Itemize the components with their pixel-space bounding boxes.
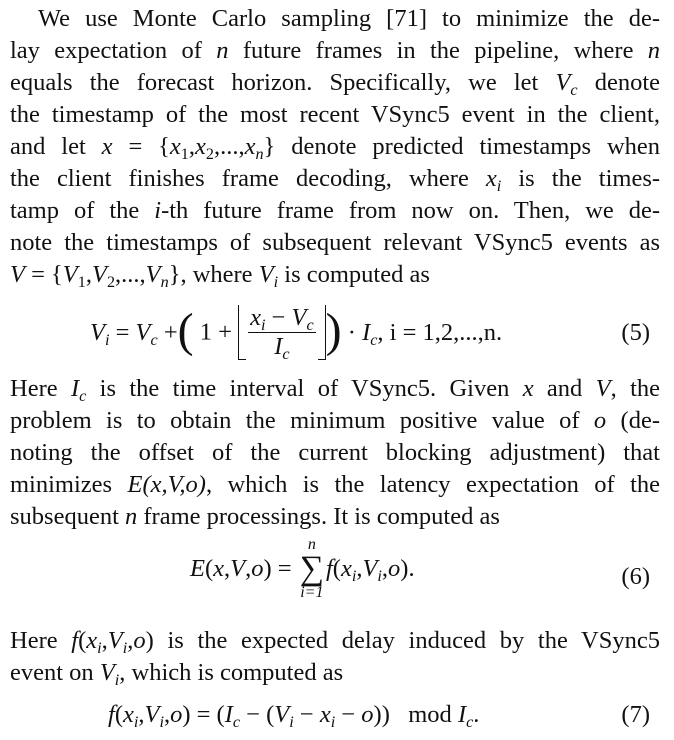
text-line-10: Here $I_c$ is the time interval of VSync5. Given x and V, the bbox=[10, 375, 661, 406]
text-line-1: We use Monte Carlo sampling [71] to minimize the de- bbox=[38, 5, 660, 32]
text-line-7: tamp of the i-th future frame from now on. Then, we de- bbox=[10, 197, 661, 224]
text-line-6: the client finishes frame decoding, where $x_i$ is the times- bbox=[10, 165, 661, 196]
equation-7-number: (7) bbox=[621, 701, 650, 728]
text-line-8: note the timestamps of subsequent relevant VSync5 events as bbox=[10, 229, 660, 256]
text-line-5: and let $x = \{x_1,x_2,...,x_n\}$ denote predicted timestamps when bbox=[10, 133, 661, 164]
text-line-13: minimizes E(x,V,o), which is the latency expectation of the bbox=[10, 471, 660, 498]
equation-5: $V_i = V_c$ +( 1 + $\frac{x_i - V_c}{I_c}$ ) · $I_c$, i = 1,2,...,n. bbox=[90, 304, 503, 364]
equation-5-number: (5) bbox=[621, 319, 650, 346]
equation-7: $f(x_i,V_i,o) = (I_c - (V_i - x_i - o))$ mod $I_c$. bbox=[108, 701, 480, 732]
text-line-4: the timestamp of the most recent VSync5 event in the client, bbox=[10, 101, 660, 128]
text-line-14: subsequent n frame processings. It is computed as bbox=[10, 503, 500, 530]
text-line-15: Here $f(x_i,V_i,o)$ is the expected delay induced by the VSync5 bbox=[10, 627, 661, 658]
text-line-12: noting the offset of the current blocking adjustment) that bbox=[10, 439, 660, 466]
text-line-2: lay expectation of n future frames in the pipeline, where n bbox=[10, 37, 661, 64]
floor-right-bracket bbox=[318, 305, 326, 360]
equation-6: E(x,V,o) = n ∑ i=1 $f(x_i,V_i,o)$. bbox=[190, 536, 415, 601]
text-line-9: $V = \{V_1,V_2,...,V_n\}$, where $V_i$ is computed as bbox=[10, 261, 430, 292]
equation-6-number: (6) bbox=[621, 563, 650, 590]
fraction: $\frac{x_i - V_c}{I_c}$ bbox=[250, 304, 314, 364]
floor-left-bracket bbox=[238, 305, 246, 360]
text-line-16: event on $V_i$, which is computed as bbox=[10, 659, 344, 690]
text-line-11: problem is to obtain the minimum positive value of o (de- bbox=[10, 407, 660, 434]
text-line-3: equals the forecast horizon. Specifically, we let $V_c$ denote bbox=[10, 69, 661, 100]
summation: n ∑ i=1 bbox=[299, 536, 324, 601]
